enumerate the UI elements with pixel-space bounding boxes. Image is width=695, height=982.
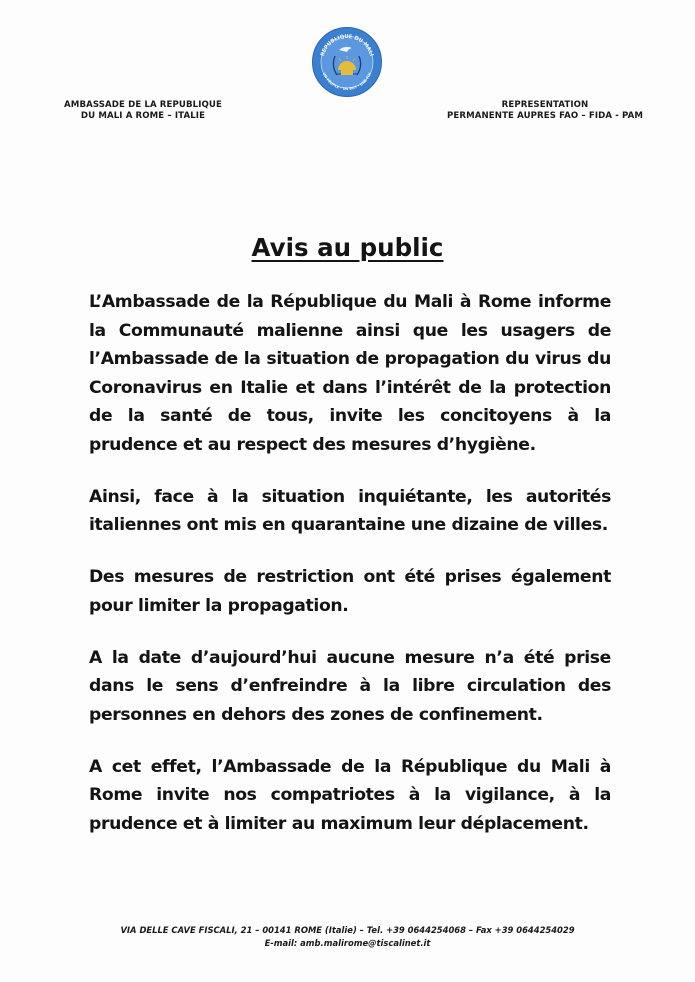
representation-header-right bbox=[430, 100, 660, 122]
footer-address: VIA DELLE CAVE FISCALI, 21 – 00141 ROME (Italie) – Tel. +39 0644254068 – Fax +39 0644254029 bbox=[120, 925, 575, 935]
paragraph-3: Des mesures de restriction ont été prises également pour limiter la propagation. bbox=[89, 567, 611, 616]
footer-contact bbox=[0, 924, 695, 949]
seal-top-text: REPUBLIQUE DU MALI bbox=[319, 33, 375, 58]
embassy-header-left bbox=[44, 100, 242, 122]
header-left-line-1: AMBASSADE DE LA REPUBLIQUE bbox=[64, 100, 222, 110]
header-right-line-2: PERMANENTE AUPRES FAO – FIDA - PAM bbox=[447, 111, 643, 121]
paragraph-2: Ainsi, face à la situation inquiétante, les autorités italiennes ont mis en quarantaine une dizaine de villes. bbox=[89, 486, 611, 535]
paragraph-1: L’Ambassade de la République du Mali à Rome informe la Communauté malienne ainsi que les usagers de l’Ambassade de la situation de propagation du virus du Coronavirus en Italie et dans l’intérêt de la protection de la santé de tous, invite les concitoyens à la prudence et au respect des mesures d’hygiène. bbox=[89, 292, 611, 455]
notice-title bbox=[0, 233, 695, 263]
seal-bottom-text: UN PEUPLE · UN BUT · UNE FOI bbox=[321, 72, 373, 92]
notice-title-text: Avis au public bbox=[251, 233, 444, 262]
footer-email: E-mail: amb.malirome@tiscalinet.it bbox=[264, 937, 431, 948]
notice-body bbox=[89, 288, 611, 862]
republic-of-mali-emblem-icon bbox=[311, 26, 383, 98]
paragraph-5: A cet effet, l’Ambassade de la République du Mali à Rome invite nos compatriotes à la vigilance, à la prudence et à limiter au maximum leur déplacement. bbox=[89, 756, 611, 834]
paragraph-4: A la date d’aujourd’hui aucune mesure n’a été prise dans le sens d’enfreindre à la libre circulation des personnes en dehors des zones de confinement. bbox=[89, 647, 611, 725]
header-right-line-1: REPRESENTATION bbox=[501, 100, 589, 110]
header-left-line-2: DU MALI A ROME – ITALIE bbox=[80, 111, 206, 121]
